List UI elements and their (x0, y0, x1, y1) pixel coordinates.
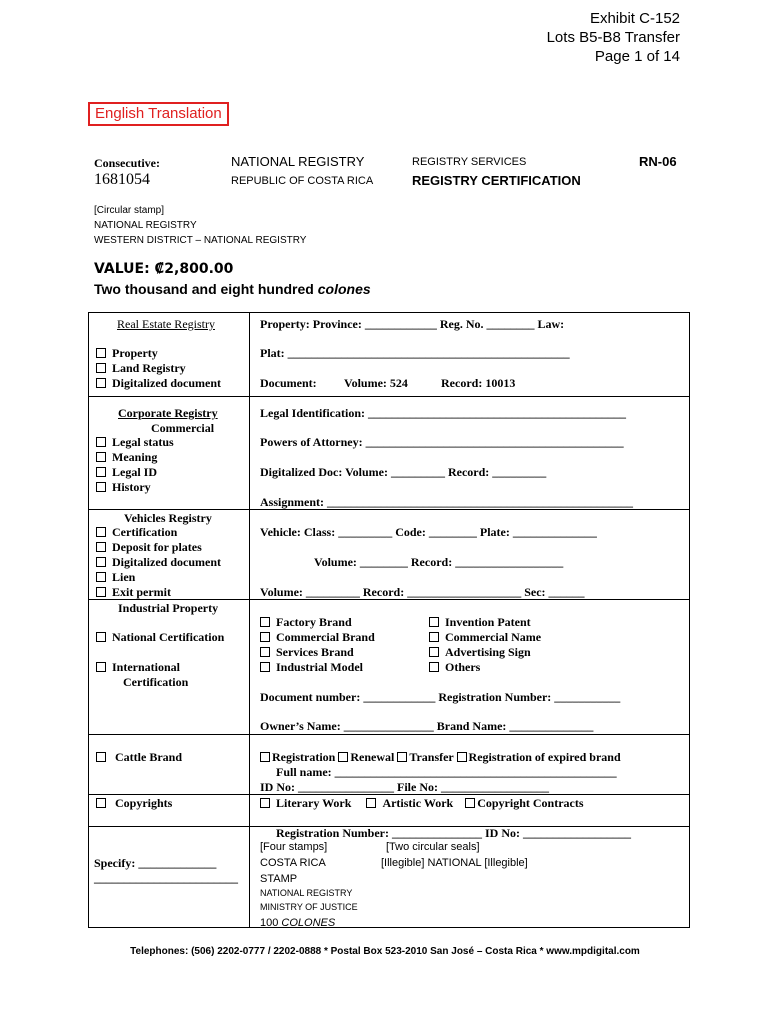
corporate-option-legal-status[interactable]: Legal status (96, 435, 174, 450)
document-volume: Volume: 524 (344, 376, 408, 390)
checkbox-icon[interactable] (96, 527, 106, 537)
checkbox-icon[interactable] (260, 617, 270, 627)
industrial-title: Industrial Property (118, 601, 219, 615)
checkbox-icon[interactable] (96, 572, 106, 582)
seal-illegible: [Illegible] NATIONAL [Illegible] (381, 857, 528, 869)
action-registration[interactable]: Registration (260, 750, 335, 764)
corporate-option-legal-id[interactable]: Legal ID (96, 465, 157, 480)
checkbox-icon[interactable] (429, 662, 439, 672)
checkbox-icon[interactable] (260, 752, 270, 762)
checkbox-icon[interactable] (366, 798, 376, 808)
checkbox-icon[interactable] (465, 798, 475, 808)
registry-services-title: REGISTRY SERVICES (412, 156, 527, 168)
divider-industrial (89, 734, 689, 735)
seal-colones-amount: 100 (260, 917, 282, 929)
checkbox-icon[interactable] (429, 617, 439, 627)
option-literary-work[interactable]: Literary Work (260, 796, 351, 810)
stamp-note-district: WESTERN DISTRICT – NATIONAL REGISTRY (94, 235, 307, 246)
cattle-brand-option[interactable]: Cattle Brand (96, 750, 182, 765)
translation-label: English Translation (88, 102, 229, 126)
industrial-option-international[interactable]: International (96, 660, 180, 675)
checkbox-icon[interactable] (260, 632, 270, 642)
certification-form (88, 312, 690, 928)
industrial-option-international-line2: Certification (123, 675, 189, 689)
brand-services[interactable]: Services Brand (260, 645, 354, 660)
copyrights-option[interactable]: Copyrights (96, 796, 172, 811)
brand-others[interactable]: Others (429, 660, 480, 675)
action-expired-brand[interactable]: Registration of expired brand (457, 750, 621, 764)
value-words-currency: colones (317, 281, 371, 297)
specify-field-line2[interactable]: ________________________ (94, 871, 238, 885)
checkbox-icon[interactable] (260, 798, 270, 808)
checkbox-icon[interactable] (429, 647, 439, 657)
industrial-option-national[interactable]: National Certification (96, 630, 224, 645)
checkbox-icon[interactable] (397, 752, 407, 762)
real-estate-option-digitalized[interactable]: Digitalized document (96, 376, 221, 391)
seal-colones (260, 916, 335, 931)
vehicle-line: Vehicle: Class: _________ Code: ________ Plate: ______________ (260, 525, 597, 539)
registry-certification-title: REGISTRY CERTIFICATION (412, 173, 581, 188)
value-words-prefix: Two thousand and eight hundred (94, 281, 318, 297)
vehicles-option-lien[interactable]: Lien (96, 570, 135, 585)
document-number-line: Document number: ____________ Registration Number: ___________ (260, 690, 621, 704)
value-amount: VALUE: ₡2,800.00 (94, 261, 234, 277)
value-in-words (94, 281, 371, 297)
real-estate-title: Real Estate Registry (117, 317, 215, 331)
checkbox-icon[interactable] (96, 482, 106, 492)
checkbox-icon[interactable] (96, 542, 106, 552)
document-label: Document: (260, 376, 317, 390)
brand-industrial-model[interactable]: Industrial Model (260, 660, 363, 675)
form-code: RN-06 (639, 154, 677, 169)
stamp-note: [Circular stamp] (94, 205, 165, 216)
checkbox-icon[interactable] (96, 437, 106, 447)
copyright-options (260, 796, 584, 811)
powers-of-attorney-line: Powers of Attorney: ___________________________________________ (260, 435, 624, 449)
checkbox-icon[interactable] (96, 378, 106, 388)
checkbox-icon[interactable] (96, 363, 106, 373)
checkbox-icon[interactable] (260, 647, 270, 657)
option-copyright-contracts[interactable]: Copyright Contracts (465, 796, 583, 810)
action-transfer[interactable]: Transfer (397, 750, 453, 764)
seal-two-circular: [Two circular seals] (386, 841, 480, 853)
checkbox-icon[interactable] (260, 662, 270, 672)
checkbox-icon[interactable] (96, 557, 106, 567)
corporate-title: Corporate Registry (118, 406, 218, 420)
plat-line: Plat: _______________________________________________ (260, 346, 570, 360)
full-name-line: Full name: _______________________________________________ (276, 765, 617, 779)
form-column-divider (249, 313, 250, 927)
vehicles-option-certification[interactable]: Certification (96, 525, 177, 540)
owner-name-line: Owner’s Name: _______________ Brand Name: ______________ (260, 719, 594, 733)
digitalized-doc-line: Digitalized Doc: Volume: _________ Record: _________ (260, 465, 547, 479)
document-record: Record: 10013 (441, 376, 516, 390)
exhibit-page: Page 1 of 14 (594, 48, 680, 65)
checkbox-icon[interactable] (96, 798, 106, 808)
exhibit-lots: Lots B5-B8 Transfer (546, 29, 680, 46)
divider-real-estate (89, 396, 689, 397)
property-line: Property: Province: ____________ Reg. No. ________ Law: (260, 317, 565, 331)
seal-costa-rica: COSTA RICA (260, 857, 326, 869)
assignment-line: Assignment: ___________________________________________________ (260, 495, 634, 509)
brand-invention-patent[interactable]: Invention Patent (429, 615, 531, 630)
checkbox-icon[interactable] (96, 587, 106, 597)
stamp-note-registry: NATIONAL REGISTRY (94, 220, 197, 231)
republic-title: REPUBLIC OF COSTA RICA (231, 175, 374, 187)
corporate-subtitle: Commercial (151, 421, 215, 435)
checkbox-icon[interactable] (96, 752, 106, 762)
vehicle-volume-record-line: Volume: ________ Record: __________________ (314, 555, 564, 569)
brand-commercial-name[interactable]: Commercial Name (429, 630, 541, 645)
consecutive-label: Consecutive: (94, 156, 160, 170)
seal-colones-word: COLONES (281, 917, 336, 929)
footer-contact: Telephones: (506) 2202-0777 / 2202-0888 * Postal Box 523-2010 San José – Costa Rica * www.mpdigital.com (130, 946, 640, 957)
corporate-option-meaning[interactable]: Meaning (96, 450, 157, 465)
checkbox-icon[interactable] (96, 632, 106, 642)
checkbox-icon[interactable] (96, 452, 106, 462)
action-renewal[interactable]: Renewal (338, 750, 394, 764)
corporate-option-history[interactable]: History (96, 480, 151, 495)
id-file-line: ID No: ________________ File No: __________________ (260, 780, 549, 794)
real-estate-option-property[interactable]: Property (96, 346, 158, 361)
exhibit-number: Exhibit C-152 (589, 10, 680, 27)
brand-advertising-sign[interactable]: Advertising Sign (429, 645, 531, 660)
vehicles-option-exit-permit[interactable]: Exit permit (96, 585, 171, 600)
checkbox-icon[interactable] (429, 632, 439, 642)
checkbox-icon[interactable] (457, 752, 467, 762)
national-registry-title: NATIONAL REGISTRY (231, 154, 365, 169)
specify-field[interactable]: Specify: _____________ (94, 856, 217, 870)
vehicle-volume-record-sec-line: Volume: _________ Record: ___________________ Sec: ______ (260, 585, 585, 599)
seal-stamp: STAMP (260, 873, 298, 885)
checkbox-icon[interactable] (96, 348, 106, 358)
cattle-actions (260, 750, 621, 765)
checkbox-icon[interactable] (96, 467, 106, 477)
vehicles-title: Vehicles Registry (124, 511, 212, 525)
registration-id-line: Registration Number: _______________ ID No: __________________ (276, 826, 631, 840)
legal-identification-line: Legal Identification: ___________________________________________ (260, 406, 626, 420)
seal-four-stamps: [Four stamps] (260, 841, 328, 853)
vehicles-option-digitalized[interactable]: Digitalized document (96, 555, 221, 570)
option-artistic-work[interactable]: Artistic Work (366, 796, 453, 810)
real-estate-option-land[interactable]: Land Registry (96, 361, 186, 376)
checkbox-icon[interactable] (96, 662, 106, 672)
seal-national-registry: NATIONAL REGISTRY (260, 888, 353, 898)
brand-commercial[interactable]: Commercial Brand (260, 630, 375, 645)
brand-factory[interactable]: Factory Brand (260, 615, 352, 630)
seal-ministry: MINISTRY OF JUSTICE (260, 902, 358, 912)
vehicles-option-deposit[interactable]: Deposit for plates (96, 540, 202, 555)
consecutive-number: 1681054 (94, 171, 150, 188)
checkbox-icon[interactable] (338, 752, 348, 762)
